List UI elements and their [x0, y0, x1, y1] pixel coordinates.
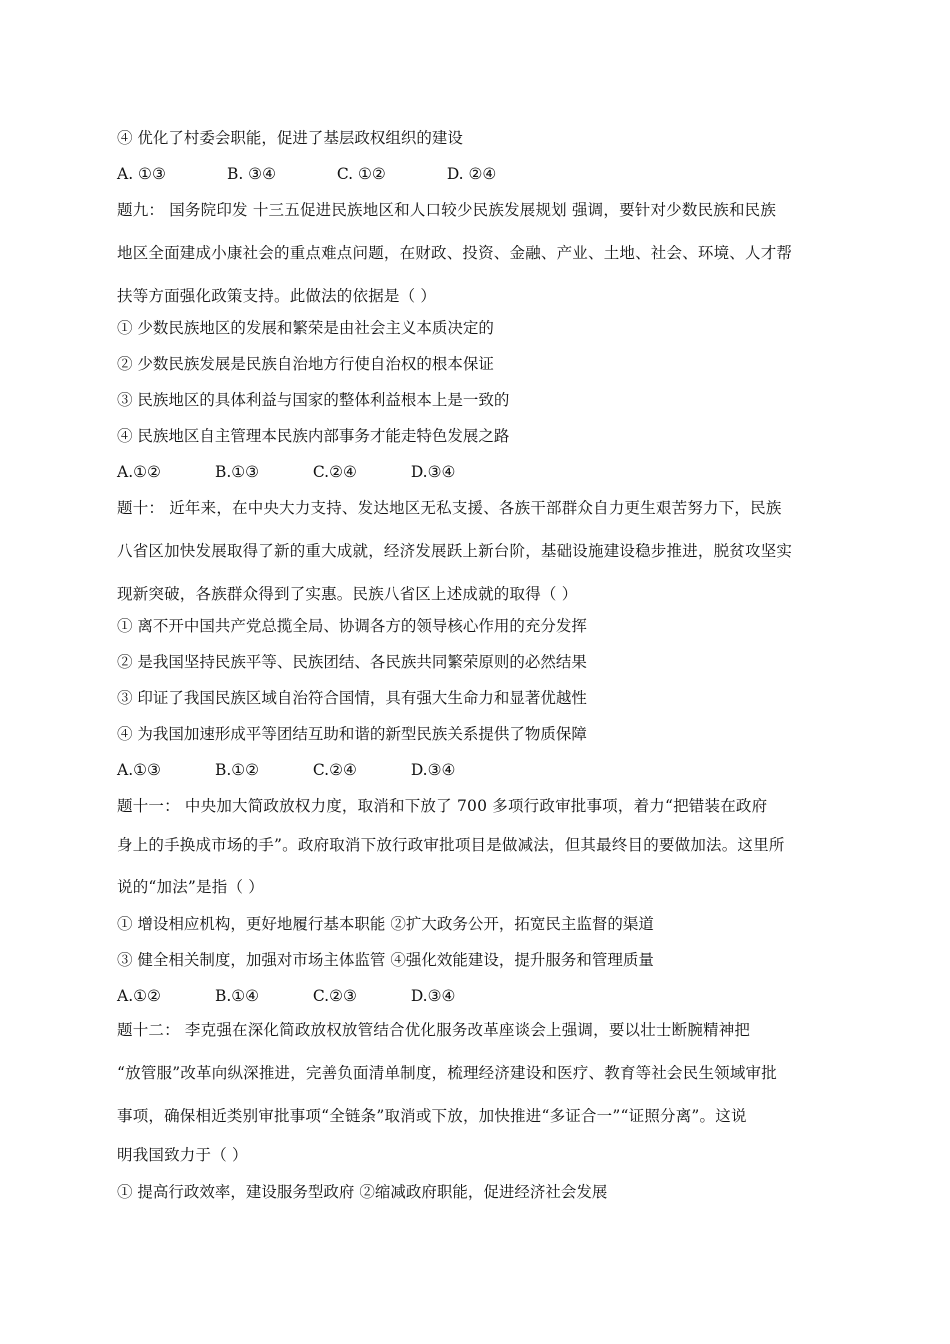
q12-item-1-2: ① 提高行政效率，建设服务型政府 ②缩减政府职能，促进经济社会发展: [117, 1183, 608, 1201]
q9-stem-line-2: 地区全面建成小康社会的重点难点问题，在财政、投资、金融、产业、土地、社会、环境、人才帮: [117, 244, 793, 262]
q12-stem-line-2: “放管服”改革向纵深推进，完善负面清单制度，梳理经济建设和医疗、教育等社会民生领域审批: [117, 1064, 777, 1082]
q11-option-c: C.②③: [312, 987, 357, 1005]
q10-option-d: D.③④: [410, 761, 456, 779]
q11-stem-line-1: 题十一： 中央加大简政放权力度，取消和下放了 700 多项行政审批事项，着力“把错装在政府: [117, 797, 768, 815]
q11-options: [117, 985, 847, 1007]
q10-option-c: C.②④: [312, 761, 357, 779]
q8-option-b: B. ③④: [226, 165, 276, 183]
q12-stem-line-3: 事项，确保相近类别审批事项“全链条”取消或下放，加快推进“多证合一”“证照分离”。这说: [117, 1107, 747, 1125]
q9-item-2: ② 少数民族发展是民族自治地方行使自治权的根本保证: [117, 355, 494, 373]
q10-item-4: ④ 为我国加速形成平等团结互助和谐的新型民族关系提供了物质保障: [117, 725, 587, 743]
q9-stem-line-3: 扶等方面强化政策支持。此做法的依据是（ ）: [117, 287, 437, 305]
q10-stem-line-2: 八省区加快发展取得了新的重大成就，经济发展跃上新台阶，基础设施建设稳步推进，脱贫攻坚实: [117, 542, 793, 560]
q8-option-a: A. ①③: [117, 165, 166, 183]
q9-item-3: ③ 民族地区的具体利益与国家的整体利益根本上是一致的: [117, 391, 510, 409]
q8-option-d: D. ②④: [446, 165, 497, 183]
q10-option-b: B.①②: [214, 761, 260, 779]
q10-option-a: A.①③: [117, 761, 161, 779]
q9-item-1: ① 少数民族地区的发展和繁荣是由社会主义本质决定的: [117, 319, 494, 337]
q10-options: [117, 759, 847, 781]
q10-item-3: ③ 印证了我国民族区域自治符合国情，具有强大生命力和显著优越性: [117, 689, 587, 707]
q9-item-4: ④ 民族地区自主管理本民族内部事务才能走特色发展之路: [117, 427, 510, 445]
q10-item-2: ② 是我国坚持民族平等、民族团结、各民族共同繁荣原则的必然结果: [117, 653, 587, 671]
q9-option-a: A.①②: [117, 463, 161, 481]
q12-stem-line-4: 明我国致力于（ ）: [117, 1146, 248, 1164]
q8-option-c: C. ①②: [336, 165, 386, 183]
q9-stem-line-1: 题九： 国务院印发 十三五促进民族地区和人口较少民族发展规划 强调，要针对少数民族和民族: [117, 201, 777, 219]
q11-item-3-4: ③ 健全相关制度，加强对市场主体监管 ④强化效能建设，提升服务和管理质量: [117, 951, 654, 969]
q11-stem-line-3: 说的“加法”是指（ ）: [117, 878, 264, 896]
q10-stem-line-3: 现新突破，各族群众得到了实惠。民族八省区上述成就的取得（ ）: [117, 585, 578, 603]
q12-stem-line-1: 题十二： 李克强在深化简政放权放管结合优化服务改革座谈会上强调，要以壮士断腕精神把: [117, 1021, 751, 1039]
q9-option-d: D.③④: [410, 463, 456, 481]
q8-options: [117, 163, 847, 185]
q9-options: [117, 461, 847, 483]
q11-item-1-2: ① 增设相应机构，更好地履行基本职能 ②扩大政务公开，拓宽民主监督的渠道: [117, 915, 654, 933]
q11-option-a: A.①②: [117, 987, 161, 1005]
q11-option-b: B.①④: [214, 987, 260, 1005]
q11-stem-line-2: 身上的手换成市场的手”。政府取消下放行政审批项目是做减法，但其最终目的要做加法。这里所: [117, 836, 785, 854]
q8-item-4: ④ 优化了村委会职能，促进了基层政权组织的建设: [117, 129, 463, 147]
q10-item-1: ① 离不开中国共产党总揽全局、协调各方的领导核心作用的充分发挥: [117, 617, 587, 635]
q9-option-c: C.②④: [312, 463, 357, 481]
q11-option-d: D.③④: [410, 987, 456, 1005]
q10-stem-line-1: 题十： 近年来，在中央大力支持、发达地区无私支援、各族干部群众自力更生艰苦努力下，民族: [117, 499, 782, 517]
q9-option-b: B.①③: [214, 463, 260, 481]
